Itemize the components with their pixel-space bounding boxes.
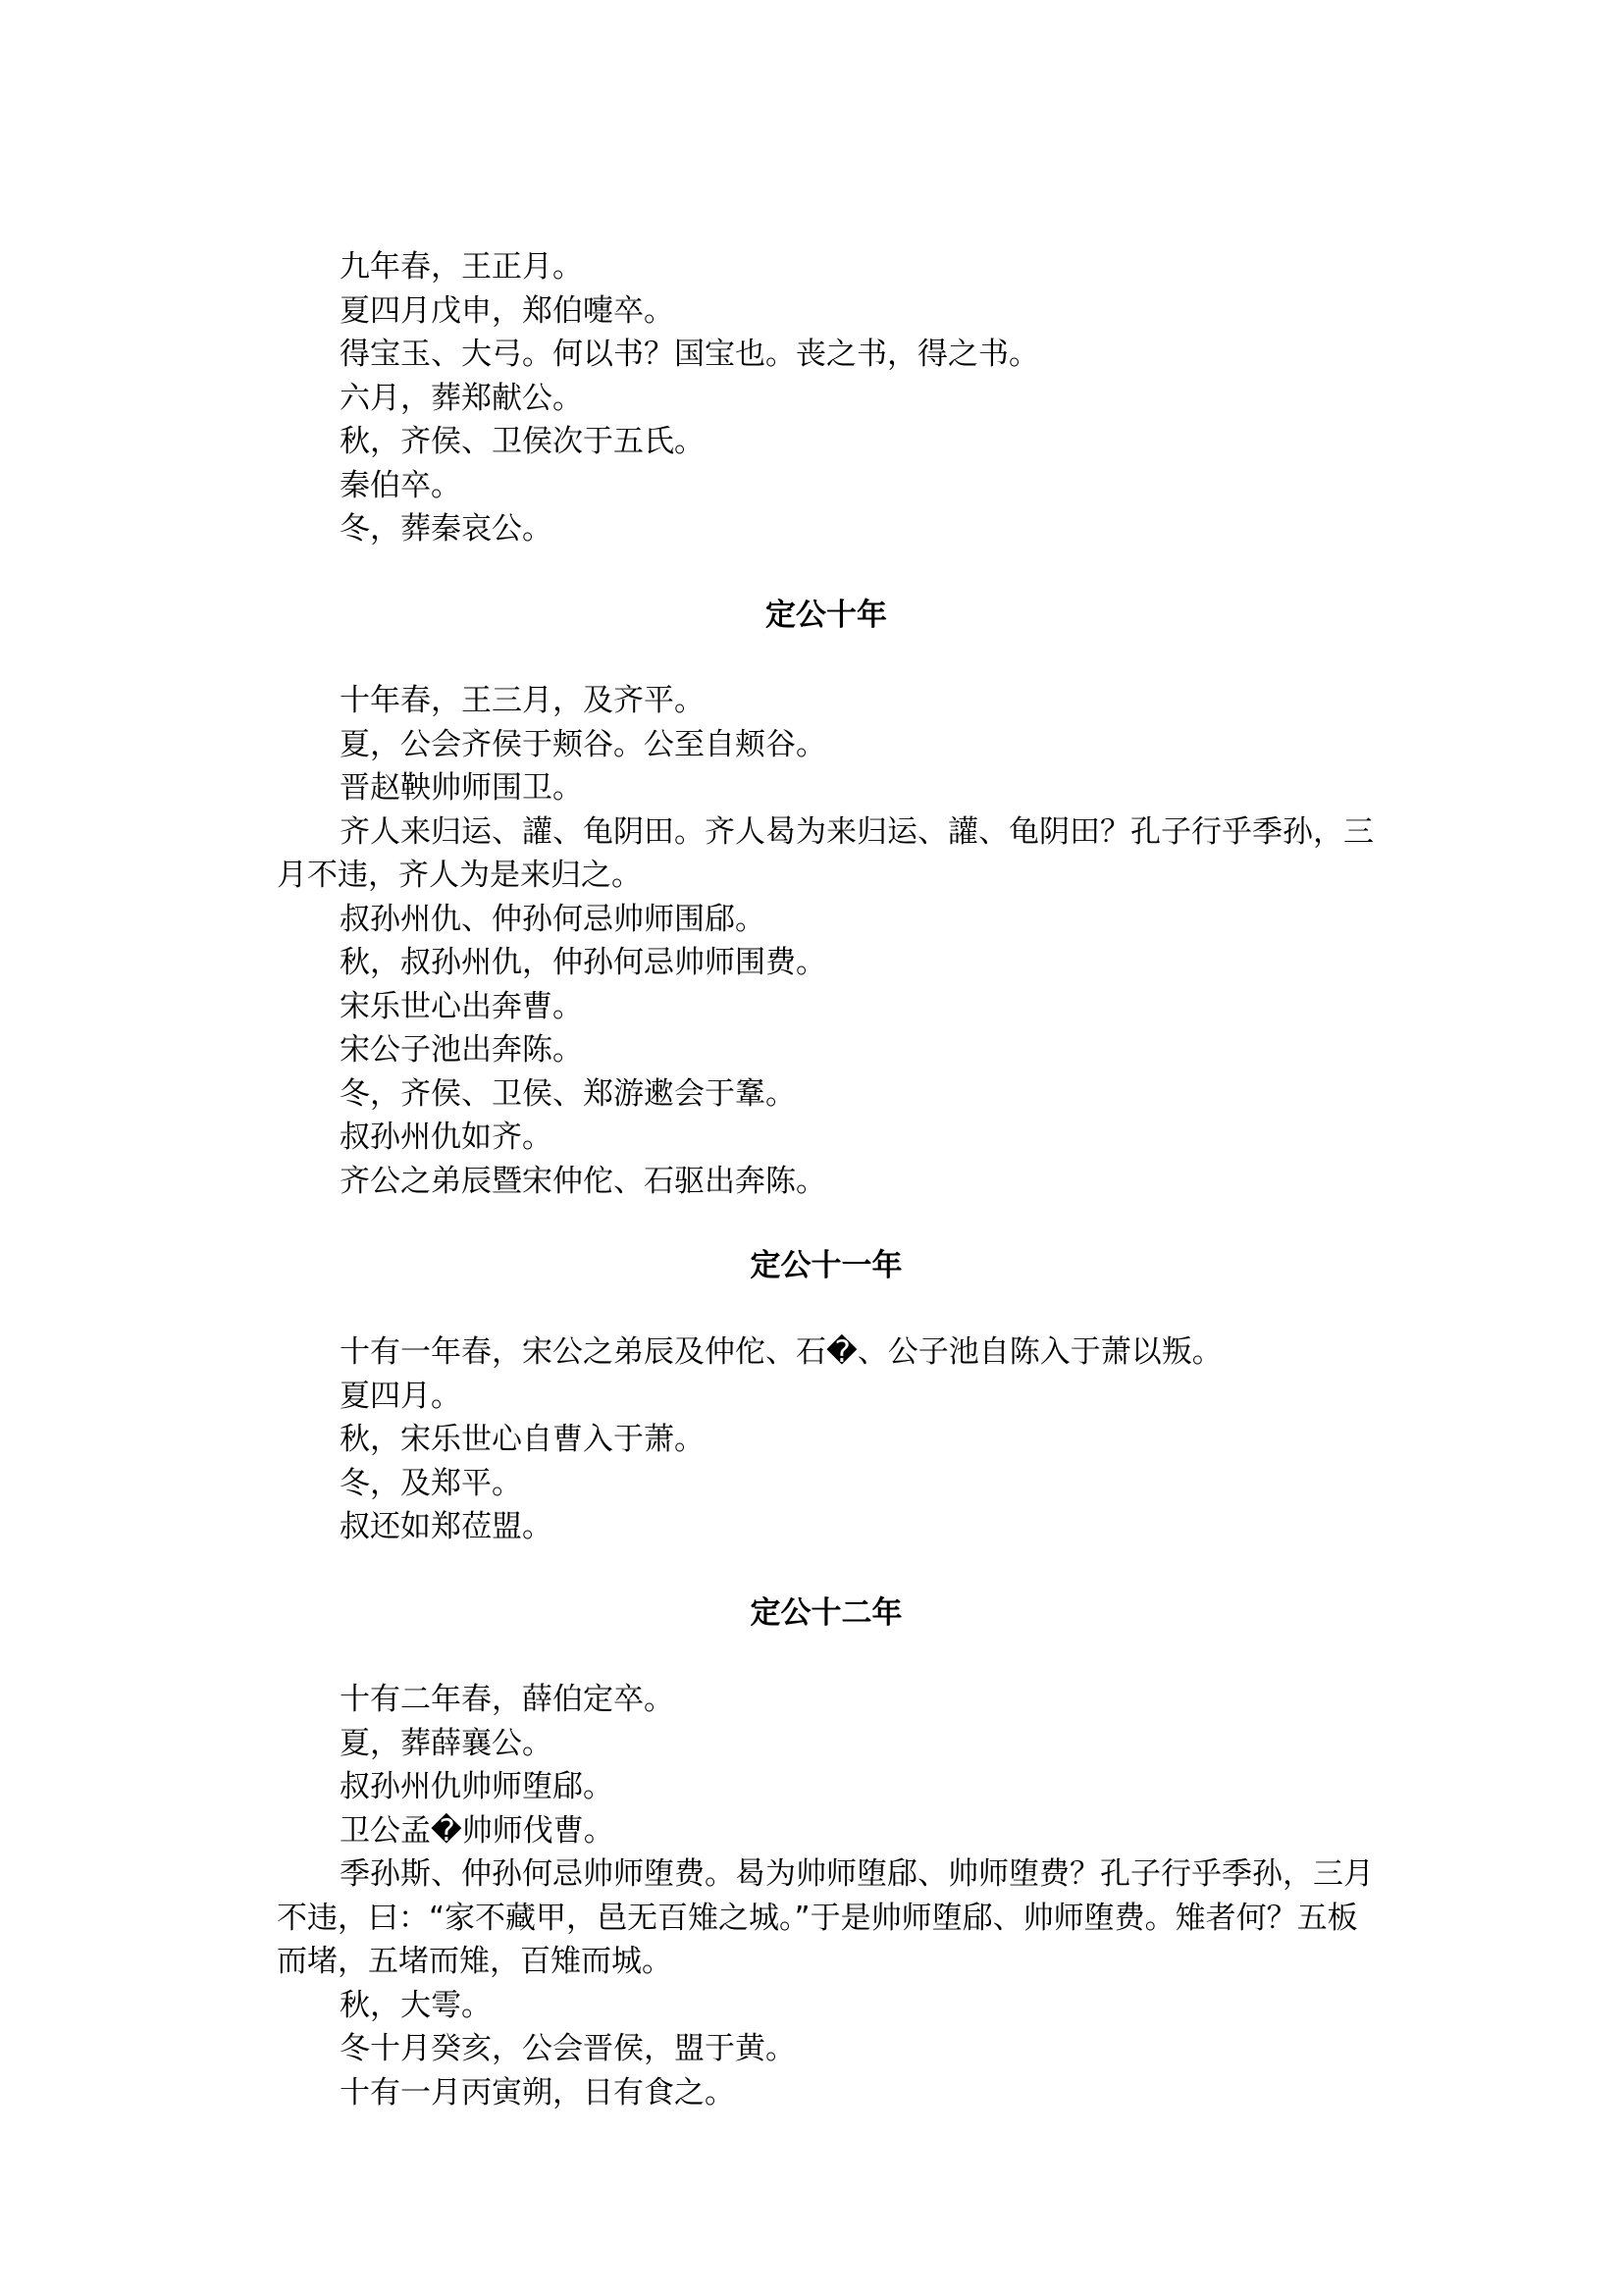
paragraph: 十有一年春，宋公之弟辰及仲佗、石�、公子池自陈入于萧以叛。: [340, 1334, 1223, 1370]
paragraph: 冬十月癸亥，公会晋侯，盟于黄。: [340, 2031, 796, 2066]
section-body-shi-nian: [277, 679, 1376, 1203]
paragraph: 冬，齐侯、卫侯、郑游遬会于鞌。: [340, 1075, 796, 1112]
paragraph: 秦伯卒。: [340, 467, 461, 503]
paragraph: 叔还如郑莅盟。: [340, 1509, 552, 1544]
paragraph: 宋乐世心出奔曹。: [340, 988, 583, 1024]
paragraph: 齐人来归运、讙、龟阴田。齐人曷为来归运、讙、龟阴田？孔子行乎季孙，三月不违，齐人为是来归之。: [277, 813, 1374, 893]
paragraph: 六月，葬郑献公。: [340, 380, 583, 416]
paragraph: 卫公孟�帅师伐曹。: [340, 1812, 614, 1849]
paragraph: 叔孙州仇帅师堕郈。: [340, 1769, 613, 1804]
paragraph: 叔孙州仇、仲孙何忌帅师围郈。: [340, 901, 765, 937]
paragraph: 晋赵鞅帅师围卫。: [340, 770, 583, 806]
section-title-shi-er-nian: 定公十二年: [750, 1595, 903, 1631]
paragraph: 十有二年春，薛伯定卒。: [340, 1682, 674, 1717]
paragraph: 夏，公会齐侯于颊谷。公至自颊谷。: [340, 726, 826, 762]
section-title-shi-yi-nian: 定公十一年: [750, 1248, 903, 1283]
paragraph: 夏四月。: [340, 1378, 461, 1414]
paragraph: 得宝玉、大弓。何以书？国宝也。丧之书，得之书。: [340, 337, 1039, 372]
paragraph: 秋，大雩。: [340, 1987, 492, 2023]
paragraph: 秋，齐侯、卫侯次于五氏。: [340, 424, 705, 459]
paragraph: 十年春，王三月，及齐平。: [340, 683, 705, 718]
paragraph: 九年春，王正月。: [340, 249, 583, 285]
section-body-shi-yi-nian: [277, 1330, 1376, 1549]
section-body-shi-er-nian: [277, 1678, 1376, 2114]
paragraph: 秋，叔孙州仇，仲孙何忌帅师围费。: [340, 945, 826, 980]
paragraph: 秋，宋乐世心自曹入于萧。: [340, 1422, 705, 1457]
paragraph: 夏，葬薛襄公。: [340, 1725, 552, 1761]
paragraph: 冬，及郑平。: [340, 1465, 522, 1501]
paragraph: 叔孙州仇如齐。: [340, 1120, 552, 1155]
paragraph: 十有一月丙寅朔，日有食之。: [340, 2074, 735, 2111]
paragraph: 冬，葬秦哀公。: [340, 511, 552, 547]
section-body-jiu-nian: [277, 245, 1376, 551]
paragraph: 季孙斯、仲孙何忌帅师堕费。曷为帅师堕郈、帅师堕费？孔子行乎季孙，三月不违，曰：“家不藏甲，邑无百雉之城。”于是帅师堕郈、帅师堕费。雉者何？五板而堵，五堵而雉，百雉而城。: [277, 1856, 1374, 1979]
paragraph: 宋公子池出奔陈。: [340, 1032, 583, 1068]
paragraph: 齐公之弟辰暨宋仲佗、石驱出奔陈。: [340, 1163, 826, 1199]
paragraph: 夏四月戊申，郑伯嚏卒。: [340, 292, 674, 329]
section-title-shi-nian: 定公十年: [765, 598, 887, 633]
